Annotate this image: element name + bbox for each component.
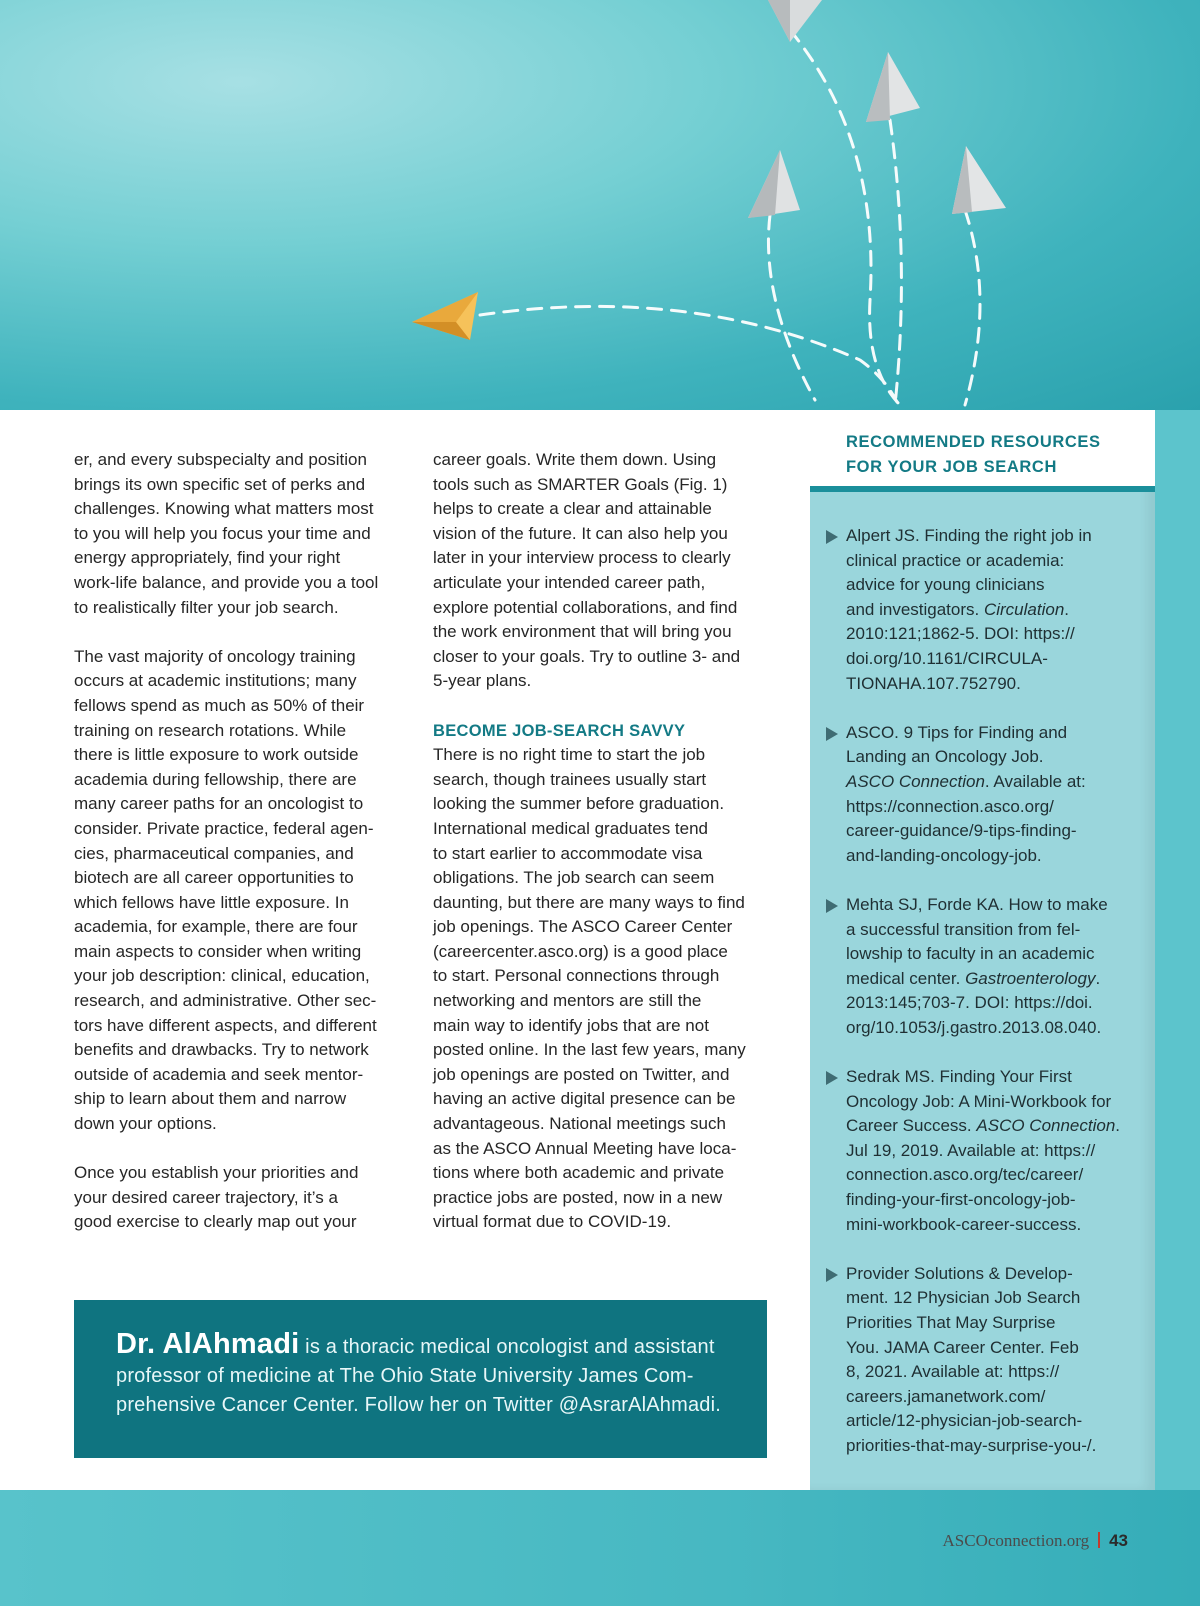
sidebar-title: RECOMMENDED RESOURCES FOR YOUR JOB SEARCH [846, 433, 1101, 476]
reference-text: Alpert JS. Finding the right job in clinical practice or academia: advice for young clinicians and investigators. [846, 526, 1092, 619]
footer-site-link[interactable]: ASCOconnection.org [942, 1531, 1090, 1550]
paragraph: The vast majority of oncology training occurs at academic institutions; many fellows spend as much as 50% of their training on research rotations. While there is little exposure to work outside academia during fellowship, there are many career paths for an oncologist to consider. Private practice, federal agen- cies, pharmaceutical companies, and biotech are all career opportunities to which fellows have little exposure. In academia, for example, there are four main aspects to consider when writing your job description: clinical, education, research, and administrative. Other sec- tors have different aspects, and different benefits and drawbacks. Try to network outside of academia and seek mentor- ship to learn about them and narrow down your options. [74, 646, 377, 1134]
paragraph: There is no right time to start the job search, though trainees usually start looking the summer before graduation. International medical graduates tend to start earlier to accommodate visa obligations. The job search can seem daunting, but there are many ways to find job openings. The ASCO Career Center (careercenter.asco.org) is a good place to start. Personal connections through networking and mentors are still the main way to identify jobs that are not posted online. In the last few years, many job openings are posted on Twitter, and having an active digital presence can be advantageous. National meetings such as the ASCO Annual Meeting have loca- tions where both academic and private practice jobs are posted, now in a new virtual format due to COVID-19. [433, 745, 746, 1232]
white-plane-icon-left [748, 150, 800, 218]
reference-text: Mehta SJ, Forde KA. How to make a successful transition from fel- lowship to faculty in an academic medical center. [846, 894, 1108, 988]
reference-item [810, 893, 1155, 1041]
triangle-bullet-icon [826, 1268, 838, 1282]
triangle-bullet-icon [826, 530, 838, 544]
reference-text: Sedrak MS. Finding Your First Oncology Job: A Mini-Workbook for Career Success. [846, 1067, 1112, 1136]
author-bio-box [74, 1300, 767, 1458]
middle-plane-trail [890, 120, 901, 405]
section-heading: BECOME JOB-SEARCH SAVVY [433, 721, 686, 740]
reference-item [810, 1262, 1155, 1459]
reference-text: . 2013:145;703-7. DOI: https://doi. org/10.1053/j.gastro.2013.08.040. [846, 968, 1102, 1037]
reference-text: . 2010:121;1862-5. DOI: https:// doi.org/10.1161/CIRCULA- TIONAHA.107.752790. [846, 599, 1075, 693]
sidebar-header [810, 410, 1155, 492]
triangle-bullet-icon [826, 727, 838, 741]
right-plane-trail [965, 210, 980, 405]
reference-journal: ASCO Connection [846, 771, 985, 791]
reference-journal: Gastroenterology [965, 968, 1096, 988]
article-body [0, 410, 810, 1490]
article-column-2 [433, 448, 778, 1260]
orange-plane-icon [412, 292, 478, 340]
white-plane-icon-right [952, 146, 1006, 214]
reference-journal: Circulation [983, 599, 1065, 619]
reference-list [810, 524, 1155, 1483]
white-plane-icon-middle [866, 52, 920, 122]
orange-plane-trail [480, 306, 897, 402]
paragraph: er, and every subspecialty and position brings its own specific set of perks and challenges. Knowing what matters most to you will help you focus your time and energy appropriately, find your right work-life balance, and provide you a tool to realistically filter your job search. [74, 450, 379, 617]
paragraph: Once you establish your priorities and your desired career trajectory, it’s a good exercise to clearly map out your [74, 1163, 359, 1232]
triangle-bullet-icon [826, 1071, 838, 1085]
author-name: Dr. AlAhmadi [116, 1328, 300, 1360]
reference-journal: ASCO Connection [976, 1116, 1116, 1136]
reference-item [810, 1065, 1155, 1237]
article-column-1 [74, 448, 414, 1260]
reference-text: . Available at: https://connection.asco.org/ career-guidance/9-tips-finding- and-landing-oncology-job. [846, 771, 1086, 865]
author-bio-text: is a thoracic medical oncologist and assistant professor of medicine at The Ohio State University James Com-prehensive Cancer Center. Follow her on Twitter @AsrarAlAhmadi. [116, 1336, 722, 1416]
page-number: 43 [1109, 1531, 1128, 1550]
page-footer [943, 1531, 1128, 1551]
reference-text: ASCO. 9 Tips for Finding and Landing an Oncology Job. [846, 722, 1068, 767]
reference-item [810, 524, 1155, 696]
reference-item [810, 721, 1155, 869]
hero-image [0, 0, 1200, 410]
reference-text: Provider Solutions & Develop- ment. 12 Physician Job Search Priorities That May Surprise You. JAMA Career Center. Feb 8, 2021. Available at: https:// careers.jamanetwork.com/ article/12-physician-job-search- priorities-that-may-surprise-you-/. [846, 1263, 1097, 1455]
triangle-bullet-icon [826, 899, 838, 913]
paragraph: career goals. Write them down. Using tools such as SMARTER Goals (Fig. 1) helps to create a clear and attainable vision of the future. It can also help you later in your interview process to clearly articulate your intended career path, explore potential collaborations, and find the work environment that will bring you closer to your goals. Try to outline 3- and 5-year plans. [433, 450, 741, 691]
footer-separator [1098, 1532, 1100, 1548]
reference-text: . Jul 19, 2019. Available at: https:// connection.asco.org/tec/career/ finding-your-first-oncology-job- mini-workbook-career-success. [846, 1116, 1121, 1234]
resources-sidebar [810, 410, 1155, 1490]
paper-airplanes-illustration [0, 0, 1200, 410]
left-plane-trail [768, 215, 815, 400]
